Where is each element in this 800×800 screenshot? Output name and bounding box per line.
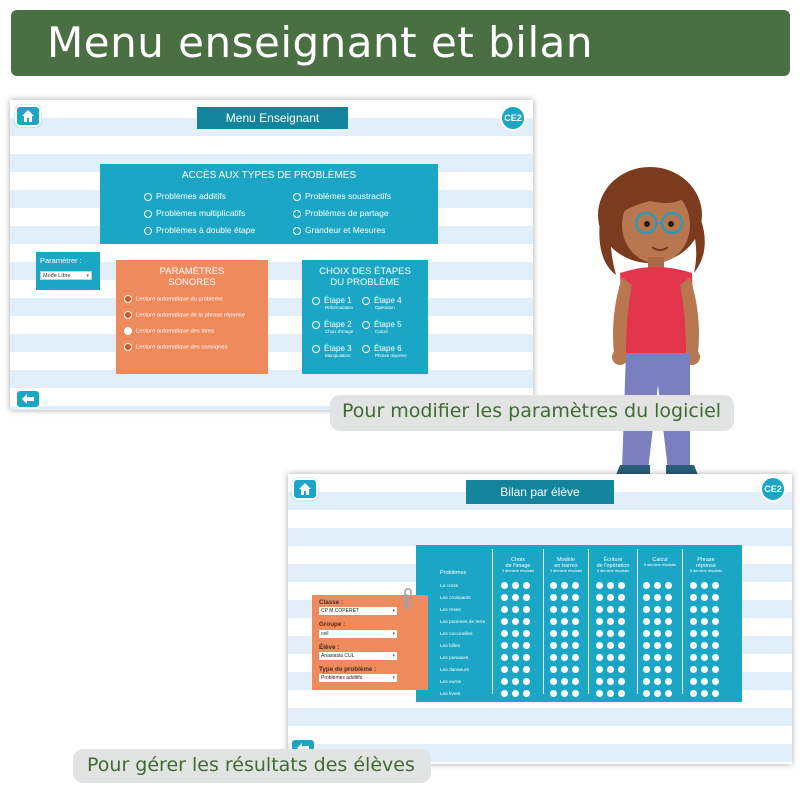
radio-icon [362,345,370,353]
result-dot [550,666,557,673]
result-dot [561,618,568,625]
result-dot [561,606,568,613]
result-dot [618,666,625,673]
paperclip-icon [401,587,415,611]
result-dot [712,642,719,649]
student-label: Élève : [319,644,340,651]
problem-name: Les punaises [440,656,469,661]
result-dot [561,642,568,649]
result-dot [654,630,661,637]
result-dot [523,618,530,625]
results-panel [416,545,742,702]
problem-type-option[interactable]: Grandeur et Mesures [293,225,385,235]
group-label: Groupe : [319,621,346,628]
problem-type-select[interactable]: Problèmes additifs ▾ [319,674,397,682]
result-dot [618,690,625,697]
radio-icon [124,327,132,335]
settings-box [36,252,100,290]
teacher-menu-screen [10,100,533,410]
result-dot [712,606,719,613]
result-dot [701,678,708,685]
result-dot [561,678,568,685]
result-dot [607,642,614,649]
result-dot [643,582,650,589]
result-dot [701,654,708,661]
result-dot [523,666,530,673]
result-dot [607,654,614,661]
radio-icon [312,345,320,353]
result-dot [618,678,625,685]
result-dot [512,618,519,625]
result-dot [596,666,603,673]
result-dot [501,582,508,589]
result-dot [665,666,672,673]
sound-settings-panel [116,260,268,374]
problem-name: Les pommes de terre [440,620,486,625]
result-dot [712,666,719,673]
result-dot [701,618,708,625]
problems-header: Problèmes [440,570,467,576]
result-dot [561,594,568,601]
radio-icon [144,227,152,235]
result-dot [561,582,568,589]
step-option[interactable]: Étape 3 Manipulation [312,344,352,359]
result-dot [701,606,708,613]
result-dot [550,606,557,613]
result-dot [550,618,557,625]
result-dot [501,654,508,661]
result-dot [712,582,719,589]
student-report-header: Bilan par élève [466,480,614,504]
result-dot [501,606,508,613]
result-dot [618,594,625,601]
result-dot [523,630,530,637]
result-dot [561,630,568,637]
problem-type-option[interactable]: Problèmes à double étape [144,225,255,235]
result-dot [618,642,625,649]
result-dot [643,678,650,685]
problem-name: Les euros [440,680,462,685]
result-dot [618,606,625,613]
result-dot [701,630,708,637]
result-dot [550,630,557,637]
result-dot [512,594,519,601]
result-dot [665,654,672,661]
problem-types-panel [100,164,438,244]
problem-name: Les coccinelles [440,632,473,637]
column-header: Modèle en barres 5 derniers résultats [549,557,583,573]
result-dot [596,582,603,589]
problem-name: La cross [440,584,459,589]
result-dot [643,630,650,637]
settings-label: Paramétrer : [40,256,82,265]
result-dot [665,690,672,697]
result-dot [572,606,579,613]
result-dot [618,630,625,637]
home-icon [21,109,35,123]
result-dot [607,594,614,601]
home-button[interactable] [15,105,41,127]
result-dot [690,690,697,697]
step-option[interactable]: Étape 6 Phrase réponse [362,344,407,359]
problem-type-option[interactable]: Problèmes soustractifs [293,191,391,201]
result-dot [690,666,697,673]
class-select[interactable]: CP M.COPERET ▾ [319,607,397,615]
sound-option[interactable]: Lecture automatique des titres [124,327,214,335]
result-dot [572,594,579,601]
result-dot [654,582,661,589]
class-label: Classe : [319,599,344,606]
result-dot [561,666,568,673]
result-dot [523,690,530,697]
sound-option[interactable]: Lecture automatique de la phrase réponse [124,311,245,319]
result-dot [665,678,672,685]
result-dot [550,642,557,649]
result-dot [654,606,661,613]
problem-name: Les livres [440,692,461,697]
caption-results: Pour gérer les résultats des élèves [73,749,431,783]
result-dot [607,666,614,673]
result-dot [501,630,508,637]
result-dot [501,618,508,625]
result-dot [523,594,530,601]
result-dot [512,678,519,685]
radio-icon [293,227,301,235]
result-dot [512,642,519,649]
result-dot [618,582,625,589]
result-dot [665,630,672,637]
steps-panel [302,260,428,374]
result-dot [618,654,625,661]
radio-icon [312,297,320,305]
result-dot [596,678,603,685]
student-report-screen [288,474,792,764]
result-dot [665,642,672,649]
result-dot [712,618,719,625]
sound-option[interactable]: Lecture automatique des consignes [124,343,228,351]
result-dot [596,606,603,613]
result-dot [643,690,650,697]
radio-icon [293,193,301,201]
radio-icon [124,311,132,319]
step-option[interactable]: Étape 1 Reformulation [312,296,353,311]
home-icon [298,482,312,496]
problem-type-label: Type de problème : [319,666,377,673]
result-dot [607,690,614,697]
result-dot [607,678,614,685]
problem-name: Les billes [440,644,460,649]
result-dot [607,618,614,625]
result-dot [550,654,557,661]
result-dot [572,654,579,661]
radio-icon [362,297,370,305]
result-dot [690,606,697,613]
page-title: Menu enseignant et bilan [47,18,593,67]
result-dot [690,630,697,637]
result-dot [501,666,508,673]
teacher-menu-header: Menu Enseignant [197,107,348,129]
result-dot [501,642,508,649]
problem-type-option[interactable]: Problèmes additifs [144,191,226,201]
result-dot [523,654,530,661]
result-dot [550,690,557,697]
result-dot [596,642,603,649]
result-dot [654,654,661,661]
result-dot [607,606,614,613]
result-dot [654,642,661,649]
result-dot [607,582,614,589]
problem-type-option[interactable]: Problèmes multiplicatifs [144,208,245,218]
radio-icon [144,210,152,218]
result-dot [596,654,603,661]
result-dot [654,690,661,697]
result-dot [596,630,603,637]
result-dot [665,618,672,625]
mode-select[interactable]: Mode Libre ▾ [40,271,92,280]
result-dot [643,654,650,661]
result-dot [712,690,719,697]
column-header: Phrase réponse 5 derniers résultats [689,557,723,573]
result-dot [501,678,508,685]
step-option[interactable]: Étape 5 Calcul [362,320,402,335]
group-select[interactable]: ceil ▾ [319,630,397,638]
result-dot [512,690,519,697]
result-dot [665,582,672,589]
result-dot [712,630,719,637]
result-dot [572,630,579,637]
result-dot [512,582,519,589]
result-dot [501,594,508,601]
result-dot [596,618,603,625]
result-dot [512,606,519,613]
level-badge: CE2 [760,476,786,502]
result-dot [643,666,650,673]
result-dot [654,618,661,625]
result-dot [690,678,697,685]
result-dot [712,678,719,685]
result-dot [512,630,519,637]
back-button[interactable] [15,389,41,409]
result-dot [654,678,661,685]
result-dot [550,594,557,601]
result-dot [643,594,650,601]
result-dot [690,642,697,649]
result-dot [572,618,579,625]
step-option[interactable]: Étape 2 Choix d'image [312,320,353,335]
step-option[interactable]: Étape 4 Opération [362,296,402,311]
result-dot [572,642,579,649]
result-dot [701,666,708,673]
result-dot [701,690,708,697]
column-header: Écriture de l'opération 5 derniers résultats [596,557,630,573]
result-dot [665,594,672,601]
result-dot [572,582,579,589]
result-dot [712,654,719,661]
result-dot [523,582,530,589]
home-button[interactable] [292,478,318,500]
result-dot [701,594,708,601]
result-dot [523,606,530,613]
problem-type-option[interactable]: Problèmes de partage [293,208,389,218]
result-dot [561,654,568,661]
arrow-left-icon [21,393,35,405]
result-dot [701,642,708,649]
result-dot [607,630,614,637]
result-dot [654,594,661,601]
steps-title: CHOIX DES ÉTAPES DU PROBLÈME [319,266,411,288]
problem-name: Les croissants [440,596,471,601]
student-select[interactable]: Anastasia CUL ▾ [319,652,397,660]
result-dot [643,618,650,625]
radio-icon [312,321,320,329]
column-header: Calcul 5 derniers résultats [643,557,677,567]
caption-settings: Pour modifier les paramètres du logiciel [330,395,734,431]
radio-icon [124,343,132,351]
result-dot [512,654,519,661]
result-dot [501,690,508,697]
problem-types-title: ACCÈS AUX TYPES DE PROBLÈMES [181,170,357,181]
result-dot [550,582,557,589]
result-dot [618,618,625,625]
result-dot [596,690,603,697]
problem-name: Les danseurs [440,668,469,673]
level-badge: CE2 [500,105,526,131]
sound-settings-title: PARAMÈTRES SONORES [159,266,225,288]
radio-icon [124,295,132,303]
result-dot [712,594,719,601]
sound-option[interactable]: Lecture automatique du problème [124,295,223,303]
column-header: Choix de l'image 5 derniers résultats [501,557,535,573]
problem-name: Les roses [440,608,461,613]
result-dot [643,606,650,613]
result-dot [690,594,697,601]
result-dot [643,642,650,649]
result-dot [665,606,672,613]
result-dot [512,666,519,673]
result-dot [701,582,708,589]
result-dot [690,654,697,661]
radio-icon [144,193,152,201]
result-dot [572,690,579,697]
result-dot [523,678,530,685]
result-dot [690,582,697,589]
result-dot [561,690,568,697]
result-dot [523,642,530,649]
result-dot [690,618,697,625]
column-divider [637,549,638,694]
title-bar [11,10,790,76]
radio-icon [362,321,370,329]
result-dot [654,666,661,673]
radio-icon [293,210,301,218]
result-dot [572,678,579,685]
result-dot [550,678,557,685]
result-dot [596,594,603,601]
result-dot [572,666,579,673]
